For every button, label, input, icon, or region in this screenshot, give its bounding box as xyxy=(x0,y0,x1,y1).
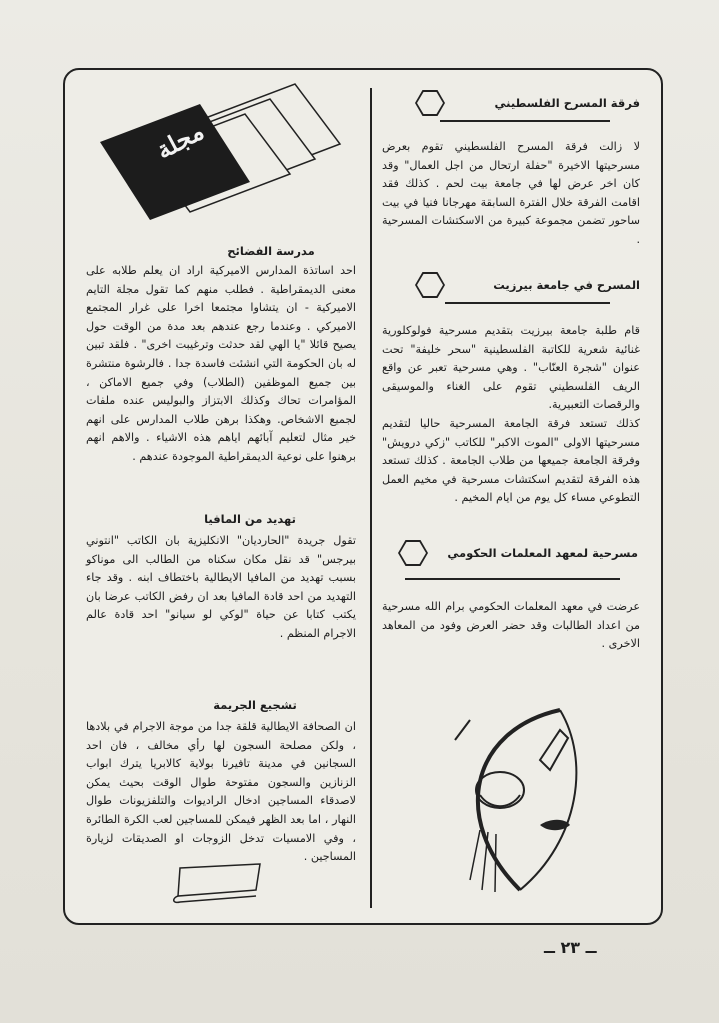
article-title: تشجيع الجريمة xyxy=(213,698,297,712)
section-heading xyxy=(398,540,638,566)
article-title: تهديد من المافيا xyxy=(204,512,296,526)
article-paragraph: ان الصحافة الايطالية قلقة جدا من موجة الاجرام في بلادها ، ولكن مصلحة السجون لها رأي مخالف ، فان احد السجانين في مدينة تافيرنا بولاية كالابريا يترك ابواب الزنازين والسجون مفتوحة طوال الوقت بحيث يمكن لاصدقاء المساجين ادخال الراديوات والتلفزيونات طوال النهار ، اما بعد الظهر فيمكن للمساجين لعب الكرة الطائرة ، وفي الامسيات تدخل الزوجات او الصديقات لزيارة المساجين . xyxy=(86,720,356,864)
theatre-masks-illustration xyxy=(440,700,600,900)
article-paragraph: عرضت في معهد المعلمات الحكومي برام الله مسرحية من اعداد الطالبات وقد حضر العرض وفود من المعاهد الاخرى . xyxy=(382,600,640,651)
column-divider xyxy=(370,88,372,908)
banner-label: مجلة xyxy=(151,116,209,165)
article-body xyxy=(382,322,640,508)
page-number: ــ ٢٣ ــ xyxy=(544,938,597,957)
article-paragraph: احد اساتذة المدارس الاميركية اراد ان يعلم طلابه على معنى الديمقراطية . فطلب منهم كما تقول مجلة التايم الاميركية - ان يتشاوا مجتمعا اخرا على غرار المجتمع الاميركي . وعندما رجع عندهم بعد مدة من الوقت حول يصيح قائلا "يا الهي لقد حدثت وترغيبت اخرى" . فلقد تبين له بان الحكومة التي انشئت فاسدة جدا . فالرشوة منتشرة بين جميع الموظفين (الطلاب) وفي جميع الاماكن ، المؤامرات تحاك وكذلك الابتزاز والبوليس عنده ملفات لجميع الاشخاص. وهكذا برهن طلاب المدارس على انهم خير مثال لتعليم آبائهم اياهم هذه الاشياء . والاهم انهم برهنوا على نوعية الديمقراطية الموجودة عندهم . xyxy=(86,264,356,463)
heading-rule xyxy=(440,120,610,122)
hexagon-icon xyxy=(415,90,445,116)
article-body xyxy=(382,598,640,654)
article-title: مدرسة الفضائح xyxy=(227,244,315,258)
scroll-ornament xyxy=(170,860,270,905)
article-paragraph: تقول جريدة "الحارديان" الانكليزية بان الكاتب "انتوني بيرجس" قد نقل مكان سكناه من الطالب الى موناكو بسبب تهديد من المافيا الايطالية باختطاف ابنه . وقد جاء التهديد من احد قادة المافيا بعد ان رفض الكاتب عرضا بان يكتب كتابا عن حياة "لوكي لو سيانو" احد قادة عالم الاجرام المنظم . xyxy=(86,534,356,640)
section-heading xyxy=(415,272,640,298)
article-body xyxy=(382,138,640,250)
section-title: مسرحية لمعهد المعلمات الحكومي xyxy=(447,546,638,560)
article-body xyxy=(86,718,356,867)
article-paragraph: كذلك تستعد فرقة الجامعة المسرحية حاليا لتقديم مسرحيتها الاولى "الموت الاكبر" للكاتب "زكي درويش" وفرقة الجامعة جميعها من طلاب الجامعة . كذلك تستعد هذه الفرقة لتقديم اسكتشات مسرحية في مخيم العمل التطوعي مساء كل يوم من ايام المخيم . xyxy=(382,416,640,505)
article-paragraph: قام طلبة جامعة بيرزيت بتقديم مسرحية فولوكلورية غنائية شعرية للكاتبة الفلسطينية "سحر خليفة" تحت عنوان "شجرة العنّاب" . وهي مسرحية تعبر عن واقع الريف الفلسطيني تقوم على الغناء والموسيقى والرقصات التعبيرية. xyxy=(382,324,640,412)
hexagon-icon xyxy=(415,272,445,298)
section-title: فرقة المسرح الفلسطيني xyxy=(494,96,640,110)
article-body xyxy=(86,262,356,467)
section-title: المسرح في جامعة بيرزيت xyxy=(493,278,640,292)
hexagon-icon xyxy=(398,540,428,566)
heading-rule xyxy=(405,578,620,580)
heading-rule xyxy=(445,302,610,304)
article-paragraph: لا زالت فرقة المسرح الفلسطيني تقوم بعرض مسرحيتها الاخيرة "حفلة ارتحال من اجل العمال" وقد كان اخر عرض لها في جامعة بيت لحم . كذلك فقد اقامت الفرقة خلال الفترة السابقة مهرجانا فنيا في بيت ساحور تضمن مجموعة كبيرة من الاسكتشات المسرحية . xyxy=(382,140,640,246)
section-heading xyxy=(415,90,640,116)
article-body xyxy=(86,532,356,644)
